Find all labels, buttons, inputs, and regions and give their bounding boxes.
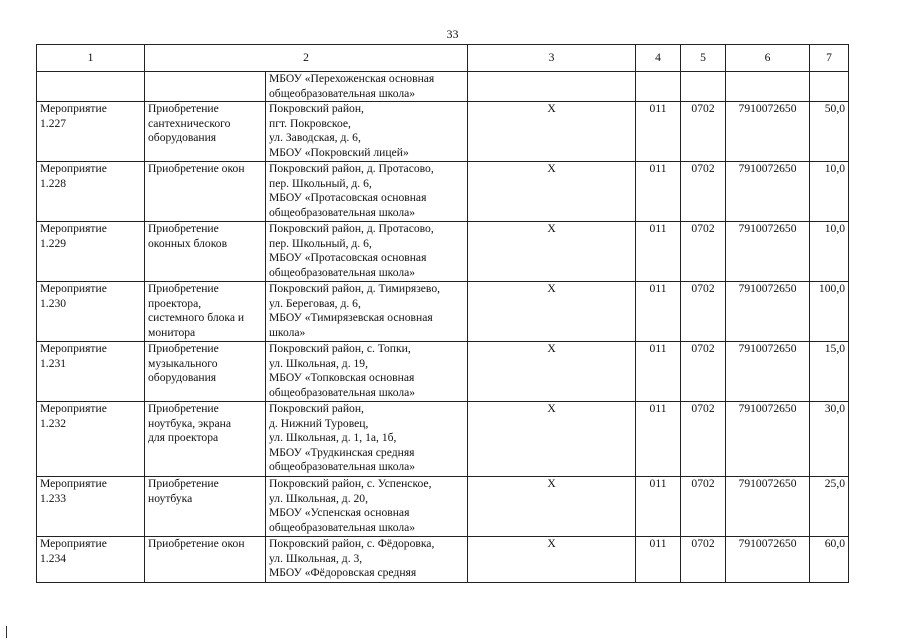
table-header-row — [37, 45, 849, 72]
amount-cell: 25,0 — [810, 477, 849, 537]
code-cell: 7910072650 — [726, 537, 810, 583]
code-cell: 011 — [636, 162, 681, 222]
code-cell: 7910072650 — [726, 477, 810, 537]
event-cell: Мероприятие 1.229 — [37, 222, 145, 282]
code-cell: 011 — [636, 222, 681, 282]
mark-cell: Х — [468, 222, 636, 282]
item-cell: Приобретение сантехнического оборудования — [145, 102, 266, 162]
code-cell: 7910072650 — [726, 102, 810, 162]
item-cell: Приобретение окон — [145, 162, 266, 222]
table-row — [37, 477, 849, 537]
column-header: 2 — [145, 45, 468, 72]
column-header: 1 — [37, 45, 145, 72]
column-header: 6 — [726, 45, 810, 72]
item-cell: Приобретение музыкального оборудования — [145, 342, 266, 402]
address-cell: Покровский район, с. Фёдоровка, ул. Школьная, д. 3, МБОУ «Фёдоровская средняя — [266, 537, 468, 583]
item-cell: Приобретение ноутбука — [145, 477, 266, 537]
table-row — [37, 72, 849, 102]
event-cell: Мероприятие 1.230 — [37, 282, 145, 342]
table-row — [37, 222, 849, 282]
address-cell: Покровский район, д. Протасово, пер. Школьный, д. 6, МБОУ «Протасовская основная общеобразовательная школа» — [266, 162, 468, 222]
address-cell: Покровский район, пгт. Покровское, ул. Заводская, д. 6, МБОУ «Покровский лицей» — [266, 102, 468, 162]
event-cell — [37, 72, 145, 102]
code-cell: 7910072650 — [726, 222, 810, 282]
event-cell: Мероприятие 1.227 — [37, 102, 145, 162]
address-cell: Покровский район, с. Успенское, ул. Школьная, д. 20, МБОУ «Успенская основная общеобразовательная школа» — [266, 477, 468, 537]
code-cell: 7910072650 — [726, 282, 810, 342]
page-number: 33 — [446, 27, 459, 41]
item-cell: Приобретение ноутбука, экрана для проектора — [145, 402, 266, 477]
code-cell: 011 — [636, 402, 681, 477]
column-header: 7 — [810, 45, 849, 72]
code-cell: 0702 — [681, 102, 726, 162]
item-cell — [145, 72, 266, 102]
code-cell: 0702 — [681, 162, 726, 222]
item-cell: Приобретение окон — [145, 537, 266, 583]
mark-cell: Х — [468, 162, 636, 222]
code-cell — [636, 72, 681, 102]
document-table — [36, 44, 849, 583]
code-cell: 0702 — [681, 537, 726, 583]
amount-cell: 100,0 — [810, 282, 849, 342]
column-header: 3 — [468, 45, 636, 72]
code-cell: 011 — [636, 342, 681, 402]
code-cell: 011 — [636, 102, 681, 162]
event-cell: Мероприятие 1.228 — [37, 162, 145, 222]
address-cell: МБОУ «Перехоженская основная общеобразовательная школа» — [266, 72, 468, 102]
code-cell: 011 — [636, 282, 681, 342]
mark-cell: Х — [468, 282, 636, 342]
code-cell: 0702 — [681, 402, 726, 477]
amount-cell: 60,0 — [810, 537, 849, 583]
mark-cell: Х — [468, 477, 636, 537]
code-cell: 7910072650 — [726, 342, 810, 402]
table-row — [37, 162, 849, 222]
code-cell: 0702 — [681, 342, 726, 402]
column-header: 5 — [681, 45, 726, 72]
item-cell: Приобретение оконных блоков — [145, 222, 266, 282]
item-cell: Приобретение проектора, системного блока и монитора — [145, 282, 266, 342]
table-body — [37, 72, 849, 583]
address-cell: Покровский район, с. Топки, ул. Школьная, д. 19, МБОУ «Топковская основная общеобразовательная школа» — [266, 342, 468, 402]
address-cell: Покровский район, д. Нижний Туровец, ул. Школьная, д. 1, 1а, 1б, МБОУ «Трудкинская средняя общеобразовательная школа» — [266, 402, 468, 477]
amount-cell: 10,0 — [810, 222, 849, 282]
column-header: 4 — [636, 45, 681, 72]
mark-cell: Х — [468, 342, 636, 402]
table-row — [37, 102, 849, 162]
table-row — [37, 402, 849, 477]
amount-cell: 50,0 — [810, 102, 849, 162]
code-cell: 0702 — [681, 282, 726, 342]
code-cell — [681, 72, 726, 102]
table-row — [37, 342, 849, 402]
address-cell: Покровский район, д. Протасово, пер. Школьный, д. 6, МБОУ «Протасовская основная общеобразовательная школа» — [266, 222, 468, 282]
code-cell: 7910072650 — [726, 402, 810, 477]
mark-cell: Х — [468, 537, 636, 583]
code-cell: 0702 — [681, 222, 726, 282]
table-row — [37, 537, 849, 583]
address-cell: Покровский район, д. Тимирязево, ул. Береговая, д. 6, МБОУ «Тимирязевская основная школа» — [266, 282, 468, 342]
event-cell: Мероприятие 1.234 — [37, 537, 145, 583]
amount-cell — [810, 72, 849, 102]
event-cell: Мероприятие 1.231 — [37, 342, 145, 402]
mark-cell: Х — [468, 402, 636, 477]
event-cell: Мероприятие 1.232 — [37, 402, 145, 477]
amount-cell: 15,0 — [810, 342, 849, 402]
amount-cell: 30,0 — [810, 402, 849, 477]
code-cell: 0702 — [681, 477, 726, 537]
mark-cell — [468, 72, 636, 102]
code-cell: 011 — [636, 477, 681, 537]
code-cell: 011 — [636, 537, 681, 583]
scan-mark — [6, 626, 7, 638]
mark-cell: Х — [468, 102, 636, 162]
code-cell — [726, 72, 810, 102]
event-cell: Мероприятие 1.233 — [37, 477, 145, 537]
amount-cell: 10,0 — [810, 162, 849, 222]
code-cell: 7910072650 — [726, 162, 810, 222]
table-row — [37, 282, 849, 342]
